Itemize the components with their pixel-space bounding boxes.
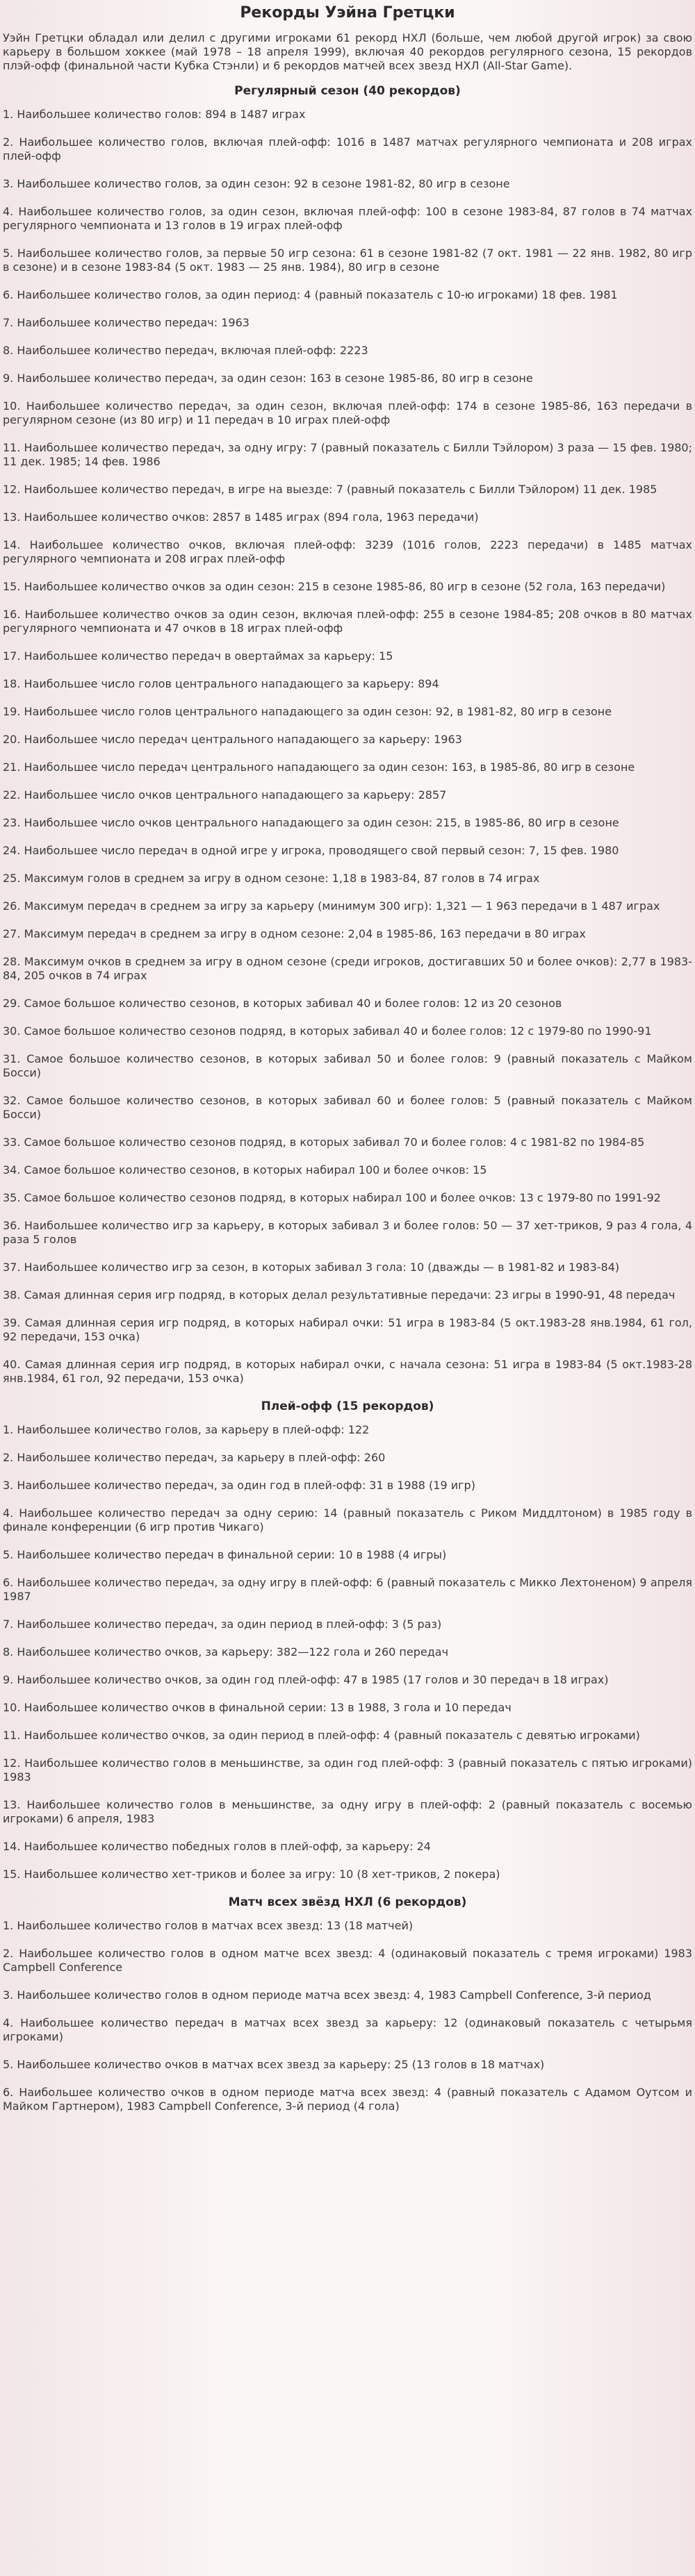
record-item: 1. Наибольшее количество голов: 894 в 1487 играх bbox=[3, 108, 306, 121]
record-item: 32. Самое большое количество сезонов, в которых забивал 60 и более голов: 5 (равный показатель с Майком Босси) bbox=[3, 1094, 692, 1121]
record-item: 37. Наибольшее количество игр за сезон, в которых забивал 3 гола: 10 (дважды — в 1981-82 и 1983-84) bbox=[3, 1261, 620, 1274]
record-item: 8. Наибольшее количество очков, за карьеру: 382—122 гола и 260 передач bbox=[3, 1645, 449, 1659]
record-item: 7. Наибольшее количество передач: 1963 bbox=[3, 316, 250, 329]
record-item: 38. Самая длинная серия игр подряд, в которых делал результативные передачи: 23 игры в 1990-91, 48 передач bbox=[3, 1288, 676, 1302]
record-item: 40. Самая длинная серия игр подряд, в которых набирал очки, с начала сезона: 51 игра в 1983-84 (5 окт.1983-28 янв.1984, 61 гол, 92 передачи, 153 очка) bbox=[3, 1358, 692, 1385]
record-item: 15. Наибольшее количество хет-триков и более за игру: 10 (8 хет-триков, 2 покера) bbox=[3, 1868, 500, 1881]
records-section bbox=[3, 1399, 692, 1881]
record-item: 5. Наибольшее количество передач в финальной серии: 10 в 1988 (4 игры) bbox=[3, 1548, 447, 1561]
record-item: 10. Наибольшее количество передач, за один сезон, включая плей-офф: 174 в сезоне 1985-86, 163 передачи в регулярном сезоне (из 80 игр) и 11 передач в 10 играх плей-офф bbox=[3, 399, 692, 426]
record-item: 30. Самое большое количество сезонов подряд, в которых забивал 40 и более голов: 12 с 1979-80 по 1990-91 bbox=[3, 1024, 652, 1038]
record-item: 11. Наибольшее количество очков, за один период в плей-офф: 4 (равный показатель с девятью игроками) bbox=[3, 1729, 640, 1742]
record-item: 23. Наибольшее число очков центрального нападающего за один сезон: 215, в 1985-86, 80 игр в сезоне bbox=[3, 816, 619, 829]
section-heading: Матч всех звёзд НХЛ (6 рекордов) bbox=[228, 1895, 467, 1909]
record-item: 3. Наибольшее количество передач, за один год в плей-офф: 31 в 1988 (19 игр) bbox=[3, 1479, 475, 1492]
page-title: Рекорды Уэйна Гретцки bbox=[240, 4, 455, 22]
record-item: 10. Наибольшее количество очков в финальной серии: 13 в 1988, 3 гола и 10 передач bbox=[3, 1701, 512, 1714]
record-item: 4. Наибольшее количество передач за одну серию: 14 (равный показатель с Риком Миддлтоном) в 1985 году в финале конференции (6 игр против Чикаго) bbox=[3, 1506, 692, 1534]
record-item: 36. Наибольшее количество игр за карьеру, в которых забивал 3 и более голов: 50 — 37 хет-триков, 9 раз 4 гола, 4 раза 5 голов bbox=[3, 1219, 692, 1246]
record-item: 2. Наибольшее количество голов, включая плей-офф: 1016 в 1487 матчах регулярного чемпионата и 208 играх плей-офф bbox=[3, 135, 692, 163]
record-item: 20. Наибольшее число передач центрального нападающего за карьеру: 1963 bbox=[3, 733, 462, 746]
record-item: 25. Максимум голов в среднем за игру в одном сезоне: 1,18 в 1983-84, 87 голов в 74 играх bbox=[3, 872, 540, 885]
record-item: 27. Максимум передач в среднем за игру в одном сезоне: 2,04 в 1985-86, 163 передачи в 80 играх bbox=[3, 927, 586, 940]
record-item: 6. Наибольшее количество передач, за одну игру в плей-офф: 6 (равный показатель с Микко Лехтоненом) 9 апреля 1987 bbox=[3, 1576, 692, 1603]
record-item: 35. Самое большое количество сезонов подряд, в которых набирал 100 и более очков: 13 с 1979-80 по 1991-92 bbox=[3, 1191, 661, 1204]
records-section bbox=[3, 1895, 692, 2113]
record-item: 7. Наибольшее количество передач, за один период в плей-офф: 3 (5 раз) bbox=[3, 1618, 442, 1631]
record-item: 2. Наибольшее количество голов в одном матче всех звезд: 4 (одинаковый показатель с тремя игроками) 1983 Campbell Conference bbox=[3, 1947, 692, 1974]
record-item: 22. Наибольшее число очков центрального нападающего за карьеру: 2857 bbox=[3, 788, 447, 801]
record-item: 9. Наибольшее количество очков, за один год плей-офф: 47 в 1985 (17 голов и 30 передач в 18 играх) bbox=[3, 1673, 609, 1686]
record-item: 13. Наибольшее количество голов в меньшинстве, за одну игру в плей-офф: 2 (равный показатель с восемью игроками) 6 апреля, 1983 bbox=[3, 1798, 692, 1825]
record-item: 24. Наибольшее число передач в одной игре у игрока, проводящего свой первый сезон: 7, 15 фев. 1980 bbox=[3, 844, 619, 857]
record-item: 13. Наибольшее количество очков: 2857 в 1485 играх (894 гола, 1963 передачи) bbox=[3, 510, 479, 524]
record-item: 6. Наибольшее количество голов, за один период: 4 (равный показатель с 10-ю игроками) 18 фев. 1981 bbox=[3, 288, 618, 301]
record-item: 39. Самая длинная серия игр подряд, в которых набирал очки: 51 игра в 1983-84 (5 окт.1983-28 янв.1984, 61 гол, 92 передачи, 153 очка) bbox=[3, 1316, 692, 1343]
record-item: 18. Наибольшее число голов центрального нападающего за карьеру: 894 bbox=[3, 677, 439, 690]
record-item: 26. Максимум передач в среднем за игру за карьеру (минимум 300 игр): 1,321 — 1 963 передачи в 1 487 играх bbox=[3, 899, 660, 913]
record-item: 6. Наибольшее количество очков в одном периоде матча всех звезд: 4 (равный показатель с Адамом Оутсом и Майком Гартнером), 1983 Campbell Conference, 3-й период (4 гола) bbox=[3, 2086, 692, 2113]
records-section bbox=[3, 84, 692, 1386]
record-item: 29. Самое большое количество сезонов, в которых забивал 40 и более голов: 12 из 20 сезонов bbox=[3, 997, 562, 1010]
intro-paragraph: Уэйн Гретцки обладал или делил с другими игроками 61 рекорд НХЛ (больше, чем любой другой игрок) за свою карьеру в большом хоккее (май 1978 – 18 апреля 1999), включая 40 рекордов регулярного сезона, 15 рекордов плэй-офф (финальной части Кубка Стэнли) и 6 рекордов матчей всех звезд НХЛ (All-Star Game). bbox=[3, 31, 692, 72]
record-item: 17. Наибольшее количество передач в овертаймах за карьеру: 15 bbox=[3, 649, 393, 663]
record-item: 16. Наибольшее количество очков за один сезон, включая плей-офф: 255 в сезоне 1984-85; 208 очков в 80 матчах регулярного чемпионата и 47 очков в 18 играх плей-офф bbox=[3, 608, 692, 635]
record-item: 1. Наибольшее количество голов, за карьеру в плей-офф: 122 bbox=[3, 1423, 370, 1436]
record-item: 4. Наибольшее количество передач в матчах всех звезд за карьеру: 12 (одинаковый показатель с четырьмя игроками) bbox=[3, 2016, 692, 2043]
section-heading: Плей-офф (15 рекордов) bbox=[261, 1399, 434, 1413]
record-item: 2. Наибольшее количество передач, за карьеру в плей-офф: 260 bbox=[3, 1451, 386, 1464]
record-item: 21. Наибольшее число передач центрального нападающего за один сезон: 163, в 1985-86, 80 игр в сезоне bbox=[3, 761, 635, 774]
record-item: 5. Наибольшее количество голов, за первые 50 игр сезона: 61 в сезоне 1981-82 (7 окт. 1981 — 22 янв. 1982, 80 игр в сезоне) и в сезоне 1983-84 (5 окт. 1983 — 25 янв. 1984), 80 игр в сезоне bbox=[3, 247, 692, 274]
record-item: 4. Наибольшее количество голов, за один сезон, включая плей-офф: 100 в сезоне 1983-84, 87 голов в 74 матчах регулярного чемпионата и 13 голов в 19 играх плей-офф bbox=[3, 205, 692, 232]
record-item: 33. Самое большое количество сезонов подряд, в которых забивал 70 и более голов: 4 с 1981-82 по 1984-85 bbox=[3, 1136, 645, 1149]
record-item: 15. Наибольшее количество очков за один сезон: 215 в сезоне 1985-86, 80 игр в сезоне (52 гола, 163 передачи) bbox=[3, 580, 666, 593]
record-item: 5. Наибольшее количество очков в матчах всех звезд за карьеру: 25 (13 голов в 18 матчах) bbox=[3, 2058, 545, 2071]
record-item: 11. Наибольшее количество передач, за одну игру: 7 (равный показатель с Билли Тэйлором) 3 раза — 15 фев. 1980; 11 дек. 1985; 14 фев. 1986 bbox=[3, 441, 692, 468]
record-item: 12. Наибольшее количество голов в меньшинстве, за один год плей-офф: 3 (равный показатель с пятью игроками) 1983 bbox=[3, 1756, 692, 1784]
record-item: 3. Наибольшее количество голов в одном периоде матча всех звезд: 4, 1983 Campbell Conference, 3-й период bbox=[3, 1988, 651, 2002]
section-heading: Регулярный сезон (40 рекордов) bbox=[234, 84, 461, 98]
record-item: 8. Наибольшее количество передач, включая плей-офф: 2223 bbox=[3, 344, 368, 357]
record-item: 34. Самое большое количество сезонов, в которых набирал 100 и более очков: 15 bbox=[3, 1163, 487, 1177]
record-item: 3. Наибольшее количество голов, за один сезон: 92 в сезоне 1981-82, 80 игр в сезоне bbox=[3, 177, 510, 190]
record-item: 28. Максимум очков в среднем за игру в одном сезоне (среди игроков, достигавших 50 и более очков): 2,77 в 1983-84, 205 очков в 74 играх bbox=[3, 955, 692, 982]
record-item: 1. Наибольшее количество голов в матчах всех звезд: 13 (18 матчей) bbox=[3, 1919, 414, 1932]
record-item: 9. Наибольшее количество передач, за один сезон: 163 в сезоне 1985-86, 80 игр в сезоне bbox=[3, 372, 533, 385]
record-item: 14. Наибольшее количество победных голов в плей-офф, за карьеру: 24 bbox=[3, 1840, 431, 1853]
record-item: 12. Наибольшее количество передач, в игре на выезде: 7 (равный показатель с Билли Тэйлором) 11 дек. 1985 bbox=[3, 483, 657, 496]
record-item: 14. Наибольшее количество очков, включая плей-офф: 3239 (1016 голов, 2223 передачи) в 1485 матчах регулярного чемпионата и 208 играх плей-офф bbox=[3, 538, 692, 565]
records-sections bbox=[3, 84, 692, 2113]
record-item: 31. Самое большое количество сезонов, в которых забивал 50 и более голов: 9 (равный показатель с Майком Босси) bbox=[3, 1052, 692, 1079]
record-item: 19. Наибольшее число голов центрального нападающего за один сезон: 92, в 1981-82, 80 игр в сезоне bbox=[3, 705, 612, 718]
